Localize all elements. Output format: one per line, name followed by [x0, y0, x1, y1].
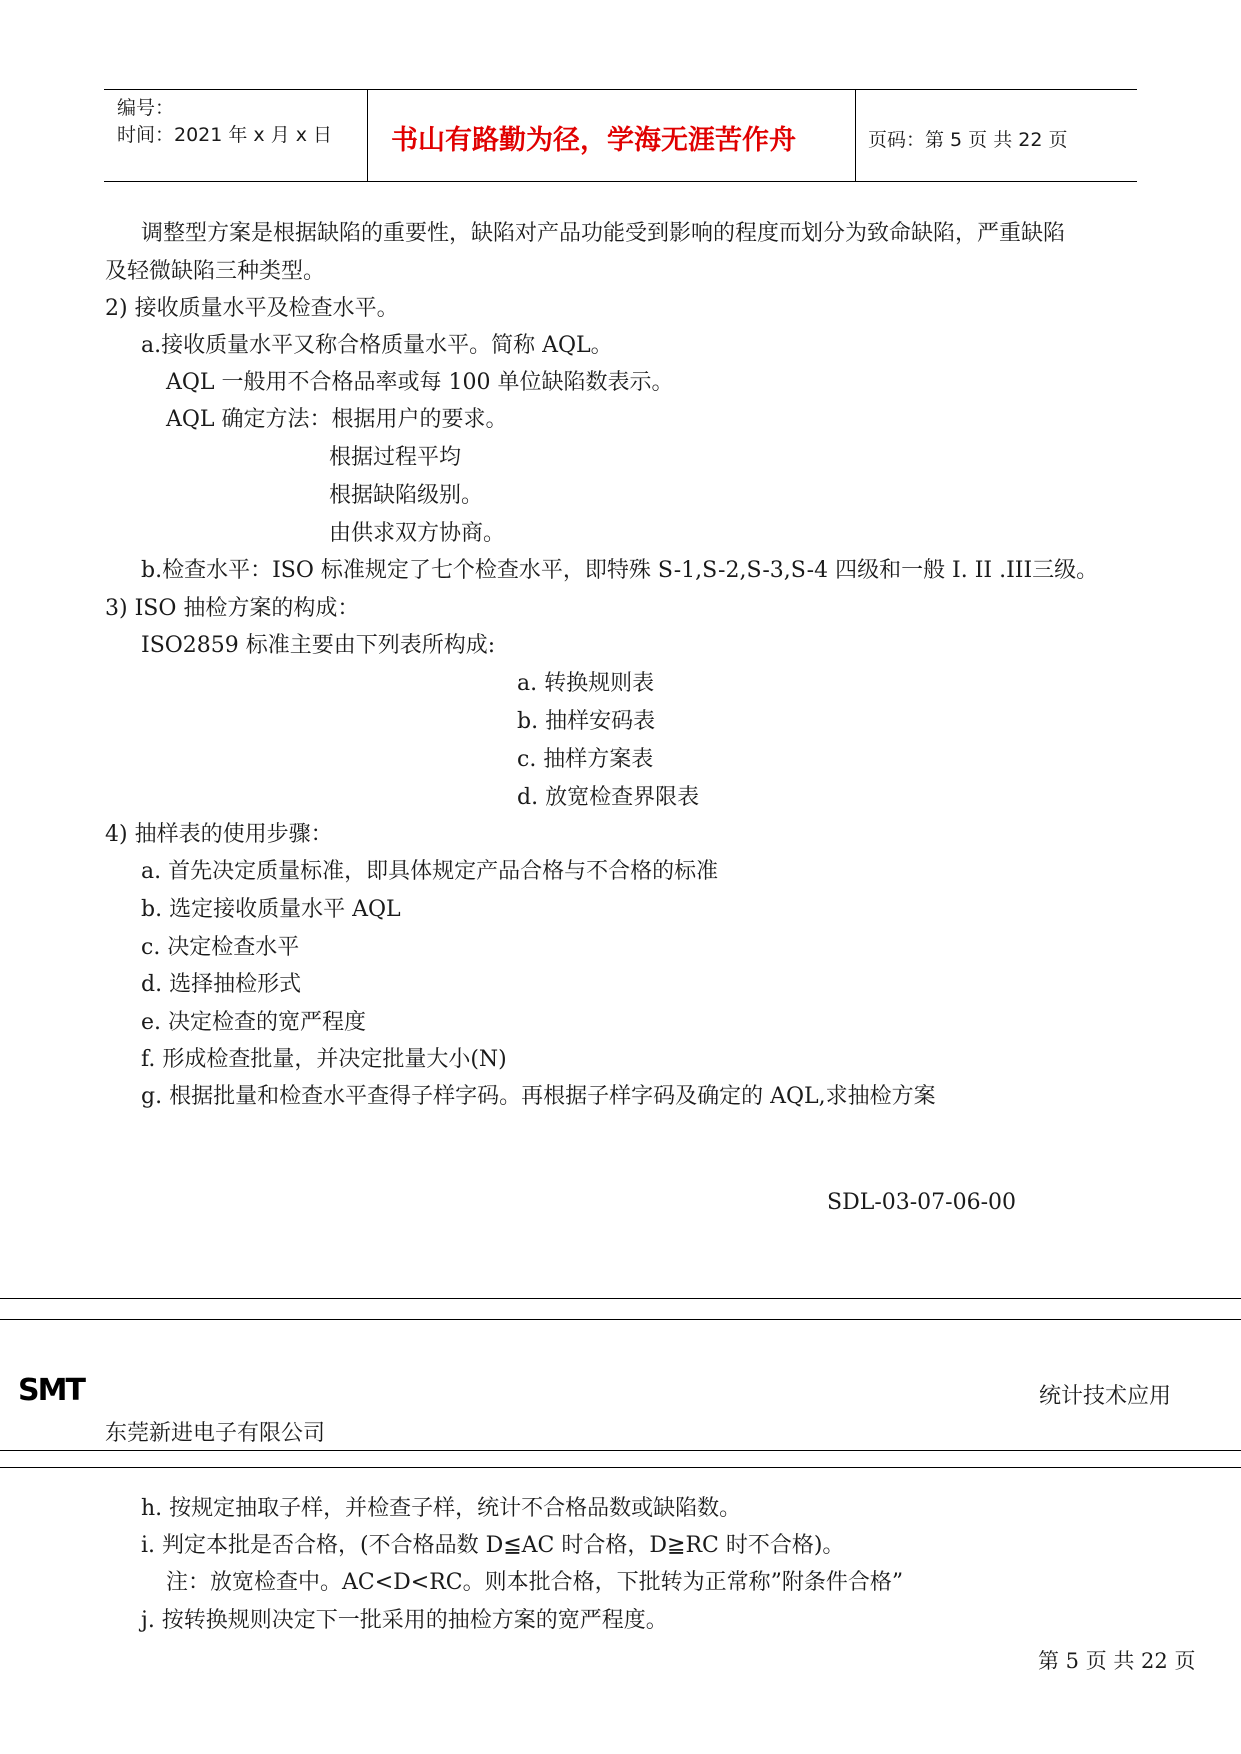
section-3-intro: ISO2859 标准主要由下列表所构成: — [141, 633, 496, 658]
page2-header-rule-1 — [0, 1450, 1241, 1451]
company-logo: SMT — [18, 1373, 84, 1408]
section-2-title: 2) 接收质量水平及检查水平。 — [105, 296, 399, 321]
section-2-a-line-5: 由供求双方协商。 — [329, 521, 506, 546]
page-break-rule-bottom — [0, 1319, 1241, 1320]
header-top-rule — [104, 89, 1137, 90]
section-4-title: 4) 抽样表的使用步骤： — [105, 822, 333, 847]
intro-line-2: 及轻微缺陷三种类型。 — [105, 259, 326, 284]
section-3-title: 3) ISO 抽检方案的构成： — [105, 596, 360, 621]
section-3-item-d: d. 放宽检查界限表 — [517, 785, 700, 810]
section-4-item-b: b. 选定接收质量水平 AQL — [141, 897, 401, 922]
section-2-item-b: b.检查水平：ISO 标准规定了七个检查水平，即特殊 S-1,S-2,S-3,S-4 四级和一般 I. II .III三级。 — [141, 558, 1099, 583]
section-4-item-a: a. 首先决定质量标准，即具体规定产品合格与不合格的标准 — [141, 859, 719, 884]
header-divider-left — [367, 89, 368, 182]
section-4-item-e: e. 决定检查的宽严程度 — [141, 1010, 367, 1035]
intro-line-1: 调整型方案是根据缺陷的重要性，缺陷对产品功能受到影响的程度而划分为致命缺陷，严重缺陷 — [141, 221, 1066, 246]
section-name: 统计技术应用 — [1039, 1384, 1172, 1409]
section-3-item-c: c. 抽样方案表 — [517, 747, 654, 772]
section-2-a-line-1: AQL 一般用不合格品率或每 100 单位缺陷数表示。 — [166, 370, 674, 395]
header-page-label: 页码：第 5 页 共 22 页 — [868, 129, 1068, 151]
section-4-item-j: j. 按转换规则决定下一批采用的抽检方案的宽严程度。 — [141, 1608, 668, 1633]
section-4-item-f: f. 形成检查批量，并决定批量大小(N) — [141, 1047, 507, 1072]
section-2-a-line-2: AQL 确定方法：根据用户的要求。 — [166, 407, 508, 432]
header-time-label: 时间：2021 年 x 月 x 日 — [117, 124, 333, 146]
page-break-rule-top — [0, 1298, 1241, 1299]
section-2-a-line-4: 根据缺陷级别。 — [329, 483, 484, 508]
section-4-item-d: d. 选择抽检形式 — [141, 972, 302, 997]
header-motto: 书山有路勤为径，学海无涯苦作舟 — [391, 125, 796, 156]
section-2-a-line-3: 根据过程平均 — [329, 445, 462, 470]
footer-page-info: 第 5 页 共 22 页 — [1038, 1649, 1196, 1673]
section-4-note: 注：放宽检查中。AC<D<RC。则本批合格，下批转为正常称”附条件合格” — [166, 1570, 904, 1595]
section-3-item-a: a. 转换规则表 — [517, 671, 655, 696]
document-code: SDL-03-07-06-00 — [827, 1190, 1017, 1215]
section-4-item-h: h. 按规定抽取子样，并检查子样，统计不合格品数或缺陷数。 — [141, 1496, 742, 1521]
page2-header-rule-2 — [0, 1467, 1241, 1468]
company-name: 东莞新进电子有限公司 — [105, 1421, 326, 1446]
section-4-item-g: g. 根据批量和检查水平查得子样字码。再根据子样字码及确定的 AQL,求抽检方案 — [141, 1084, 936, 1109]
section-4-item-c: c. 决定检查水平 — [141, 935, 300, 960]
section-2-item-a: a.接收质量水平又称合格质量水平。简称 AQL。 — [141, 333, 613, 358]
header-divider-right — [855, 89, 856, 182]
section-4-item-i: i. 判定本批是否合格，(不合格品数 D≦AC 时合格，D≧RC 时不合格)。 — [141, 1533, 845, 1558]
section-3-item-b: b. 抽样安码表 — [517, 709, 656, 734]
header-bottom-rule — [104, 181, 1137, 182]
header-number-label: 编号： — [117, 97, 175, 119]
